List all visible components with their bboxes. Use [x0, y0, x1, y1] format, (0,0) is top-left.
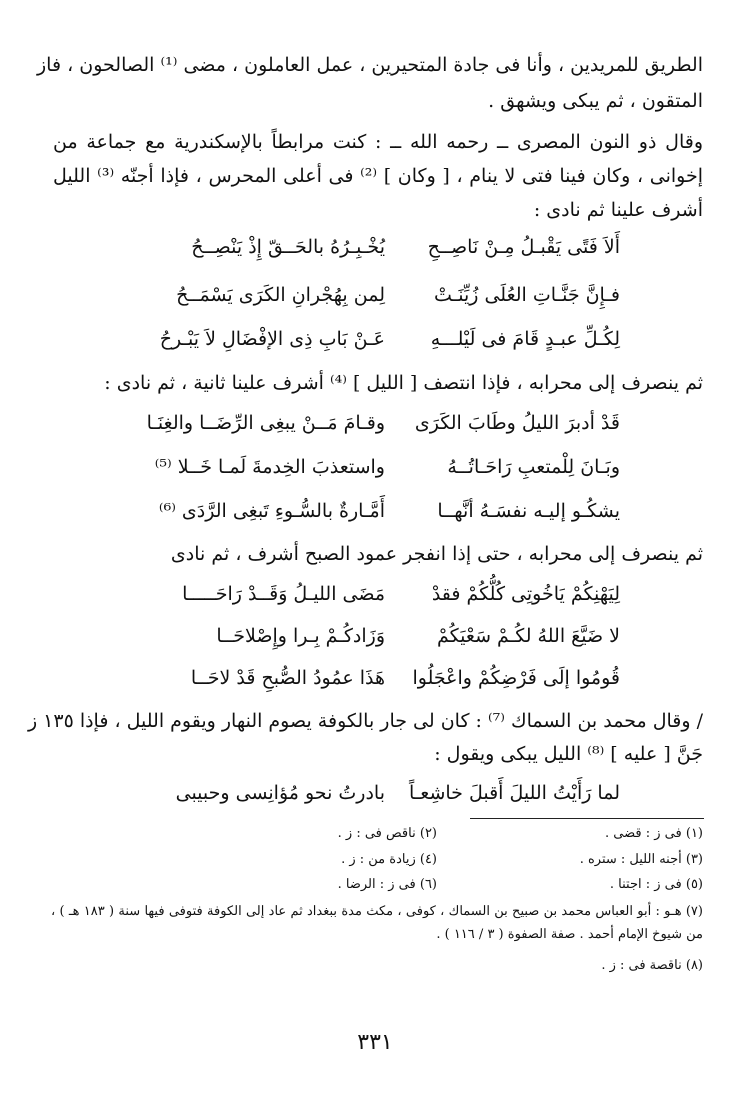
- footnote-1: (١) فى ز : قضى .: [605, 826, 703, 841]
- verse-second-hemistich: لِمن بِهُجْرانِ الكَرَى يَسْمَــحُ: [176, 284, 385, 306]
- intro-line-1: الطريق للمريدين ، وأنا فى جادة المتحيرين ، عمل العاملون ، مضى ⁽¹⁾ الصالحون ، فاز: [37, 54, 703, 76]
- paragraph-ibn-al-sammak-line-2: جَنَّ [ عليه ] ⁽⁸⁾ الليل يبكى ويقول :: [434, 743, 703, 765]
- footnote-2: (٢) ناقص فى : ز .: [337, 826, 437, 841]
- verse-first-hemistich: لما رَأَيْتُ الليلَ أَقبلَ خاشِعـاً: [408, 782, 620, 804]
- verse-first-hemistich: وبَـانَ لِلْمتعبِ رَاحَـاتُــهُ: [447, 456, 620, 478]
- verse-row: [150, 278, 620, 312]
- verse-second-hemistich: وَزَادكُـمْ بِـرا وإِصْلاحَــا: [216, 625, 385, 647]
- verse-first-hemistich: أَلاَ فَتًى يَقْبـلُ مِـنْ نَاصِــحِ: [427, 236, 620, 258]
- verse-first-hemistich: لا ضَيَّعَ اللهُ لكُـمْ سَعْيَكُمْ: [437, 625, 620, 647]
- verse-first-hemistich: قُومُوا إلَى فَرْضِكُمْ واعْجَلُوا: [412, 667, 620, 689]
- paragraph-ibn-al-sammak-line-1: / وقال محمد بن السماك ⁽⁷⁾ : كان لى جار بالكوفة يصوم النهار ويقوم الليل ، فإذا ١٣٥ ز: [27, 710, 703, 732]
- verse-row: [150, 322, 620, 356]
- footnote-divider: [470, 818, 704, 819]
- verse-second-hemistich: وقـامَ مَــنْ يبغِى الرِّضَــا والغِنَـا: [146, 412, 385, 434]
- intro-line-2: المتقون ، ثم يبكى ويشهق .: [488, 90, 703, 112]
- verse-second-hemistich: هَذَا عمُودُ الصُّبحِ قَدْ لاحَــا: [190, 667, 385, 689]
- verse-row: [150, 230, 620, 264]
- verse-row: [150, 776, 620, 810]
- transition-midnight: ثم ينصرف إلى محرابه ، فإذا انتصف [ الليل ] ⁽⁴⁾ أشرف علينا ثانية ، ثم نادى :: [104, 372, 703, 394]
- transition-dawn: ثم ينصرف إلى محرابه ، حتى إذا انفجر عمود الصبح أشرف ، ثم نادى: [170, 543, 703, 565]
- verse-second-hemistich: يُخْـبِـرُهُ بالحَــقّ إِذْ يَنْصِــحُ: [191, 236, 385, 258]
- verse-first-hemistich: لِكُـلِّ عبـدٍ قَامَ فى لَيْلـــهِ: [430, 328, 620, 350]
- verse-first-hemistich: لِيَهْنِكُمْ يَاخُوتِى كُلُّكُمْ فقدْ: [431, 583, 620, 605]
- footnote-8: (٨) ناقصة فى : ز .: [601, 958, 703, 973]
- verse-first-hemistich: يشكُـو إليـه نفسَـهُ أنَّهــا: [437, 500, 620, 522]
- page-number: ٣٣١: [357, 1030, 393, 1055]
- verse-row: [150, 450, 620, 484]
- verse-row: [150, 577, 620, 611]
- verse-second-hemistich: بادرتُ نحو مُؤانِسى وحبيبى: [175, 782, 385, 804]
- verse-row: [146, 406, 620, 440]
- verse-first-hemistich: فـإِنَّ جَنَّـاتِ العُلَى زُيِّنَـتْ: [433, 284, 620, 306]
- verse-second-hemistich: واستعذبَ الخِدمةَ لَمـا خَــلا ⁽⁵⁾: [154, 456, 385, 478]
- verse-row: [150, 494, 620, 528]
- verse-first-hemistich: قَدْ أدبرَ الليلُ وطَابَ الكَرَى: [414, 412, 620, 434]
- footnote-4: (٤) زيادة من : ز .: [341, 852, 437, 867]
- footnote-3: (٣) أجنه الليل : ستره .: [579, 852, 703, 867]
- verse-second-hemistich: عَـنْ بَابِ ذِى الإفْضَالِ لاَ يَبْـرحُ: [159, 328, 385, 350]
- verse-second-hemistich: مَضَى الليـلُ وَقَــدْ رَاحَـــــا: [182, 583, 385, 605]
- verse-second-hemistich: أَمَّـارةٌ بالسُّـوءِ تَبغِى الرَّدَى ⁽⁶⁾: [158, 500, 385, 522]
- verse-row: [150, 661, 620, 695]
- footnote-5: (٥) فى ز : اجتنا .: [609, 877, 703, 892]
- footnote-7: (٧) هـو : أبو العباس محمد بن صبيح بن السماك ، كوفى ، مكث مدة ببغداد ثم عاد إلى الكوفة فتوفى فيها سنة ( ١٨٣ هـ ) ، من شيوخ الإمام أحمد . صفة الصفوة ( ٣ / ١١٦ ) .: [51, 904, 703, 942]
- verse-row: [150, 619, 620, 653]
- paragraph-dhu-al-nun: وقال ذو النون المصرى ــ رحمه الله ــ : كنت مرابطاً بالإسكندرية مع جماعة من إخوانى ، وكان فينا فتى لا ينام ، [ وكان ] ⁽²⁾ فى أعلى المحرس ، فإذا أجنّه ⁽³⁾ الليل أشرف علينا ثم نادى :: [53, 131, 704, 221]
- footnote-6: (٦) فى ز : الرضا .: [337, 877, 437, 892]
